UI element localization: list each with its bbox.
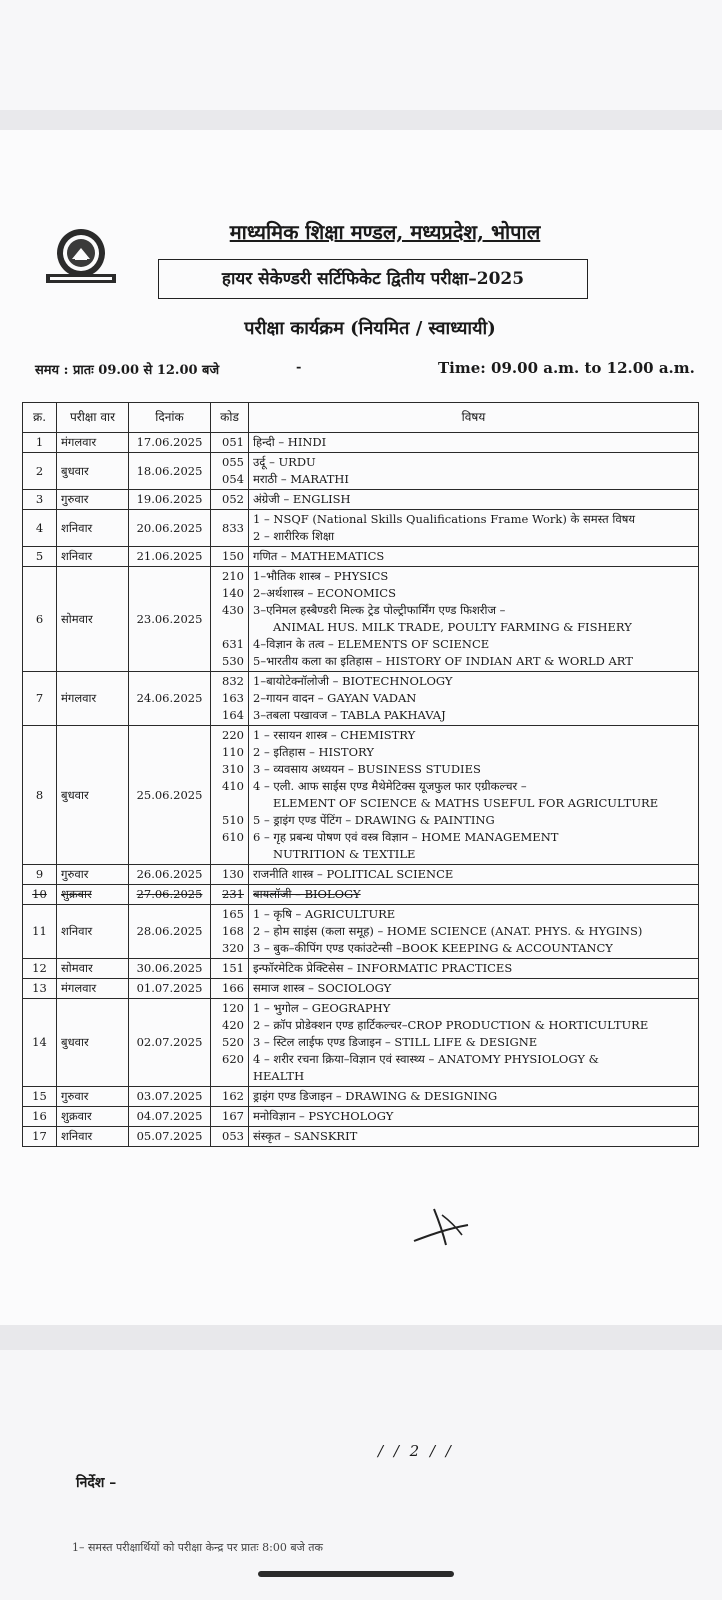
serial-number: 12 xyxy=(23,959,57,979)
subject-name: 6 – गृह प्रबन्ध पोषण एवं वस्त्र विज्ञान – HOME MANAGEMENT xyxy=(253,830,559,844)
subject-code: 220 xyxy=(222,728,244,742)
subject-list xyxy=(249,510,699,547)
exam-date: 05.07.2025 xyxy=(129,1127,211,1147)
exam-date: 19.06.2025 xyxy=(129,490,211,510)
table-row xyxy=(23,453,699,490)
subject-codes xyxy=(211,999,249,1087)
table-row xyxy=(23,979,699,999)
exam-day: सोमवार xyxy=(57,959,129,979)
table-row xyxy=(23,885,699,905)
subject-name: 5–भारतीय कला का इतिहास – HISTORY OF INDIAN ART & WORLD ART xyxy=(253,654,633,668)
subject-code: 833 xyxy=(222,520,244,535)
subject-codes xyxy=(211,510,249,547)
subject-name: 2 – होम साइंस (कला समूह) – HOME SCIENCE (ANAT. PHYS. & HYGINS) xyxy=(253,924,643,938)
subject-code: 055 xyxy=(222,455,244,469)
table-row xyxy=(23,1087,699,1107)
subject-name: उर्दू – URDU xyxy=(253,455,316,469)
subject-list xyxy=(249,1107,699,1127)
exam-date: 21.06.2025 xyxy=(129,547,211,567)
exam-day: गुरुवार xyxy=(57,490,129,510)
subject-name: ड्राइंग एण्ड डिजाइन – DRAWING & DESIGNING xyxy=(253,1089,498,1103)
exam-date: 23.06.2025 xyxy=(129,567,211,672)
subject-list xyxy=(249,433,699,453)
table-row xyxy=(23,726,699,865)
subject-codes xyxy=(211,567,249,672)
subject-name: 2 – शारीरिक शिक्षा xyxy=(253,529,335,543)
exam-day: शनिवार xyxy=(57,1127,129,1147)
table-body xyxy=(23,433,699,1147)
exam-schedule-table xyxy=(22,402,699,1147)
time-separator: - xyxy=(296,360,302,375)
subject-name: समाज शास्त्र – SOCIOLOGY xyxy=(253,981,392,995)
serial-number: 14 xyxy=(23,999,57,1087)
subject-codes xyxy=(211,885,249,905)
subject-code: 140 xyxy=(222,586,244,600)
subject-code: 610 xyxy=(222,830,244,844)
subject-code: 151 xyxy=(222,961,244,975)
table-row xyxy=(23,1127,699,1147)
table-row xyxy=(23,490,699,510)
page-separator xyxy=(0,1325,722,1350)
exam-day: शनिवार xyxy=(57,905,129,959)
subject-name: 3 – बुक–कीपिंग एण्ड एकांउटेन्सी –BOOK KEEPING & ACCOUNTANCY xyxy=(253,941,613,955)
table-row xyxy=(23,905,699,959)
subject-code: 210 xyxy=(222,569,244,583)
exam-title-box: हायर सेकेण्डरी सर्टिफिकेट द्वितीय परीक्षा–2025 xyxy=(158,259,588,299)
handwritten-signature xyxy=(412,1205,472,1247)
serial-number: 17 xyxy=(23,1127,57,1147)
subject-code: 231 xyxy=(222,887,244,901)
subject-list xyxy=(249,905,699,959)
subject-name: 4 – शरीर रचना क्रिया–विज्ञान एवं स्वास्थ्य – ANATOMY PHYSIOLOGY & xyxy=(253,1052,599,1066)
subject-list xyxy=(249,567,699,672)
subject-list xyxy=(249,885,699,905)
subject-name: 1–भौतिक शास्त्र – PHYSICS xyxy=(253,569,389,583)
serial-number: 5 xyxy=(23,547,57,567)
subject-code: 320 xyxy=(222,941,244,955)
exam-date: 27.06.2025 xyxy=(129,885,211,905)
exam-day: शनिवार xyxy=(57,510,129,547)
time-english: Time: 09.00 a.m. to 12.00 a.m. xyxy=(438,359,695,377)
subject-codes xyxy=(211,672,249,726)
subject-codes xyxy=(211,490,249,510)
serial-number: 3 xyxy=(23,490,57,510)
subject-code xyxy=(215,846,244,863)
exam-date: 01.07.2025 xyxy=(129,979,211,999)
subject-list xyxy=(249,547,699,567)
exam-date: 24.06.2025 xyxy=(129,672,211,726)
subject-name: गणित – MATHEMATICS xyxy=(253,549,385,563)
subject-code: 164 xyxy=(222,708,244,722)
subject-code: 631 xyxy=(222,637,244,651)
serial-number: 8 xyxy=(23,726,57,865)
time-hindi: समय : प्रातः 09.00 से 12.00 बजे xyxy=(35,363,220,378)
subject-codes xyxy=(211,1087,249,1107)
table-row xyxy=(23,959,699,979)
subject-code: 130 xyxy=(222,867,244,881)
subject-name: ELEMENT OF SCIENCE & MATHS USEFUL FOR AGRICULTURE xyxy=(273,796,659,810)
subject-codes xyxy=(211,433,249,453)
subject-name: 4–विज्ञान के तत्व – ELEMENTS OF SCIENCE xyxy=(253,637,490,651)
exam-day: मंगलवार xyxy=(57,979,129,999)
page-number: / / 2 / / xyxy=(378,1442,454,1460)
serial-number: 13 xyxy=(23,979,57,999)
subject-name: राजनीति शास्त्र – POLITICAL SCIENCE xyxy=(253,867,454,881)
subject-list xyxy=(249,979,699,999)
serial-number: 9 xyxy=(23,865,57,885)
exam-day: शनिवार xyxy=(57,547,129,567)
subject-code: 166 xyxy=(222,981,244,995)
header-date: दिनांक xyxy=(129,403,211,433)
subject-code: 163 xyxy=(222,691,244,705)
subject-name: 1 – NSQF (National Skills Qualifications Frame Work) के समस्त विषय xyxy=(253,512,636,526)
header-code: कोड xyxy=(211,403,249,433)
subject-name: 3–तबला पखावज – TABLA PAKHAVAJ xyxy=(253,708,446,722)
serial-number: 1 xyxy=(23,433,57,453)
subject-name: मनोविज्ञान – PSYCHOLOGY xyxy=(253,1109,394,1123)
subject-code: 530 xyxy=(222,654,244,668)
exam-date: 28.06.2025 xyxy=(129,905,211,959)
exam-day: गुरुवार xyxy=(57,1087,129,1107)
serial-number: 6 xyxy=(23,567,57,672)
table-row xyxy=(23,865,699,885)
serial-number: 2 xyxy=(23,453,57,490)
exam-date: 04.07.2025 xyxy=(129,1107,211,1127)
subject-code: 168 xyxy=(222,924,244,938)
table-row xyxy=(23,567,699,672)
serial-number: 4 xyxy=(23,510,57,547)
exam-day: शुक्रवार xyxy=(57,885,129,905)
subject-code: 510 xyxy=(222,813,244,827)
subject-list xyxy=(249,490,699,510)
subject-codes xyxy=(211,1107,249,1127)
subject-name: अंग्रेजी – ENGLISH xyxy=(253,492,351,506)
subject-name: 5 – ड्राइंग एण्ड पेंटिंग – DRAWING & PAINTING xyxy=(253,813,495,827)
board-title: माध्यमिक शिक्षा मण्डल, मध्यप्रदेश, भोपाल xyxy=(229,220,541,244)
subject-list xyxy=(249,453,699,490)
exam-day: बुधवार xyxy=(57,453,129,490)
table-row xyxy=(23,547,699,567)
subject-code: 052 xyxy=(222,492,244,506)
subject-name: संस्कृत – SANSKRIT xyxy=(253,1129,358,1143)
subject-name: 1 – रसायन शास्त्र – CHEMISTRY xyxy=(253,728,416,742)
page-separator xyxy=(0,110,722,130)
serial-number: 11 xyxy=(23,905,57,959)
subject-codes xyxy=(211,959,249,979)
exam-day: सोमवार xyxy=(57,567,129,672)
subject-name: 3 – स्टिल लाईफ एण्ड डिजाइन – STILL LIFE & DESIGNE xyxy=(253,1035,538,1049)
instructions-heading: निर्देश – xyxy=(76,1475,117,1491)
instructions-first-line: 1– समस्त परीक्षार्थियों को परीक्षा केन्द्र पर प्रातः 8:00 बजे तक xyxy=(72,1541,323,1554)
subject-code: 167 xyxy=(222,1109,244,1123)
header-day: परीक्षा वार xyxy=(57,403,129,433)
subject-name: 3–एनिमल हस्बैण्डरी मिल्क ट्रेड पोल्ट्रीफार्मिंग एण्ड फिशरीज – xyxy=(253,603,506,617)
subject-list xyxy=(249,999,699,1087)
subject-code: 110 xyxy=(222,745,244,759)
subject-name: 1 – कृषि – AGRICULTURE xyxy=(253,907,396,921)
exam-day: गुरुवार xyxy=(57,865,129,885)
subject-codes xyxy=(211,905,249,959)
subject-code: 420 xyxy=(222,1018,244,1032)
serial-number: 16 xyxy=(23,1107,57,1127)
subject-name: 2–अर्थशास्त्र – ECONOMICS xyxy=(253,586,396,600)
exam-day: मंगलवार xyxy=(57,433,129,453)
subject-list xyxy=(249,726,699,865)
subject-code: 430 xyxy=(222,603,244,617)
subject-name: 2 – क्रॉप प्रोडेक्शन एण्ड हार्टिकल्चर–CROP PRODUCTION & HORTICULTURE xyxy=(253,1018,649,1032)
subject-codes xyxy=(211,726,249,865)
subject-code: 520 xyxy=(222,1035,244,1049)
home-indicator-bar[interactable] xyxy=(258,1571,454,1577)
subject-code: 051 xyxy=(222,435,244,449)
serial-number: 7 xyxy=(23,672,57,726)
subject-codes xyxy=(211,453,249,490)
serial-number: 10 xyxy=(23,885,57,905)
exam-day: बुधवार xyxy=(57,726,129,865)
program-title: परीक्षा कार्यक्रम (नियमित / स्वाध्यायी) xyxy=(244,318,496,339)
exam-date: 20.06.2025 xyxy=(129,510,211,547)
subject-code: 310 xyxy=(222,762,244,776)
subject-code: 410 xyxy=(222,779,244,793)
exam-date: 30.06.2025 xyxy=(129,959,211,979)
serial-number: 15 xyxy=(23,1087,57,1107)
subject-name: बायलॉजी – BIOLOGY xyxy=(253,887,361,901)
subject-name: 4 – एली. आफ साईस एण्ड मैथेमेटिक्स यूजफुल फार एग्रीकल्चर – xyxy=(253,779,527,793)
table-row xyxy=(23,433,699,453)
table-header-row xyxy=(23,403,699,433)
exam-date: 25.06.2025 xyxy=(129,726,211,865)
subject-name: मराठी – MARATHI xyxy=(253,472,349,486)
exam-date: 26.06.2025 xyxy=(129,865,211,885)
exam-date: 02.07.2025 xyxy=(129,999,211,1087)
subject-name: NUTRITION & TEXTILE xyxy=(273,847,416,861)
table-row xyxy=(23,999,699,1087)
subject-name: ANIMAL HUS. MILK TRADE, POULTY FARMING & FISHERY xyxy=(273,620,632,634)
exam-day: शुक्रवार xyxy=(57,1107,129,1127)
subject-list xyxy=(249,672,699,726)
subject-codes xyxy=(211,865,249,885)
subject-name: 1–बायोटेक्नॉलोजी – BIOTECHNOLOGY xyxy=(253,674,453,688)
subject-code: 120 xyxy=(222,1001,244,1015)
exam-date: 17.06.2025 xyxy=(129,433,211,453)
header-sno: क्र. xyxy=(23,403,57,433)
subject-name: 2–गायन वादन – GAYAN VADAN xyxy=(253,691,417,705)
exam-date: 03.07.2025 xyxy=(129,1087,211,1107)
subject-list xyxy=(249,959,699,979)
table-row xyxy=(23,510,699,547)
subject-code: 165 xyxy=(222,907,244,921)
subject-list xyxy=(249,1087,699,1107)
subject-codes xyxy=(211,979,249,999)
subject-code xyxy=(215,619,244,636)
subject-code: 054 xyxy=(222,472,244,486)
subject-name: HEALTH xyxy=(253,1069,305,1083)
board-seal-logo xyxy=(44,226,118,286)
subject-list xyxy=(249,865,699,885)
top-blank-area xyxy=(0,0,722,110)
table-row xyxy=(23,1107,699,1127)
subject-codes xyxy=(211,547,249,567)
subject-code: 832 xyxy=(222,674,244,688)
subject-code xyxy=(215,795,244,812)
subject-code xyxy=(215,1068,244,1085)
table-row xyxy=(23,672,699,726)
subject-name: 1 – भुगोल – GEOGRAPHY xyxy=(253,1001,391,1015)
subject-codes xyxy=(211,1127,249,1147)
subject-list xyxy=(249,1127,699,1147)
subject-name: इन्फॉरमेटिक प्रेक्टिसेस – INFORMATIC PRACTICES xyxy=(253,961,513,975)
exam-day: बुधवार xyxy=(57,999,129,1087)
subject-code: 620 xyxy=(222,1052,244,1066)
subject-name: हिन्दी – HINDI xyxy=(253,435,327,449)
subject-code: 053 xyxy=(222,1129,244,1143)
subject-code: 150 xyxy=(222,549,244,563)
exam-day: मंगलवार xyxy=(57,672,129,726)
header-subject: विषय xyxy=(249,403,699,433)
subject-name: 2 – इतिहास – HISTORY xyxy=(253,745,374,759)
subject-code: 162 xyxy=(222,1089,244,1103)
subject-name: 3 – व्यवसाय अध्ययन – BUSINESS STUDIES xyxy=(253,762,481,776)
exam-date: 18.06.2025 xyxy=(129,453,211,490)
